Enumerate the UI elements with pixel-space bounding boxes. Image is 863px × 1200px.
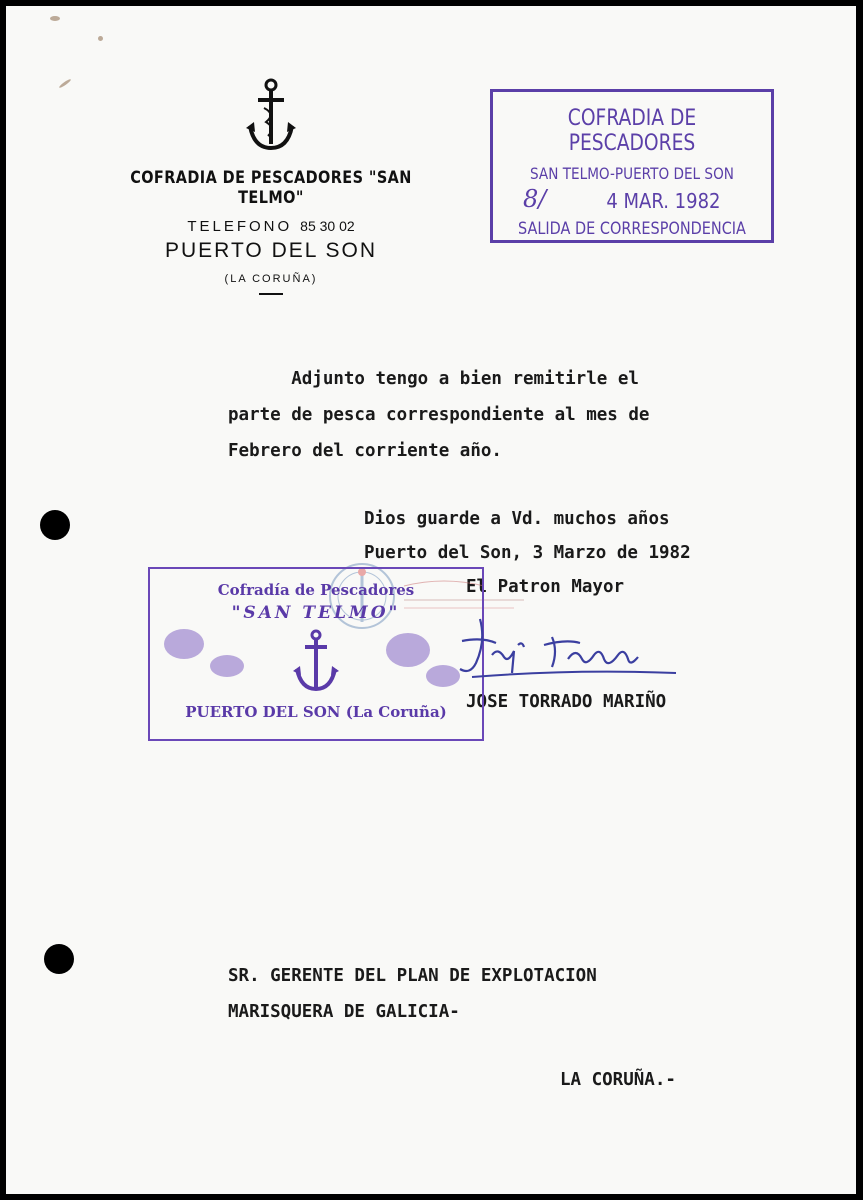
recipient-line-3: LA CORUÑA.- xyxy=(560,1070,676,1090)
document-page xyxy=(6,6,856,1194)
phone-number: 85 30 02 xyxy=(300,218,355,234)
paper-stain xyxy=(98,36,103,41)
seal-title: Cofradía de Pescadores xyxy=(217,581,415,599)
stamp-subtitle: SAN TELMO-PUERTO DEL SON xyxy=(530,164,734,183)
body-line-2: parte de pesca correspondiente al mes de xyxy=(228,405,650,425)
closing-line-3: El Patron Mayor xyxy=(466,577,625,597)
punch-hole-bottom xyxy=(44,944,74,974)
letterhead-place: PUERTO DEL SON xyxy=(165,239,377,262)
stamp-footer: SALIDA DE CORRESPONDENCIA xyxy=(518,219,746,239)
anchor-icon xyxy=(293,629,339,695)
body-line-1: Adjunto tengo a bien remitirle el xyxy=(228,369,639,389)
letterhead-phone xyxy=(76,218,466,235)
punch-hole-top xyxy=(40,510,70,540)
closing-line-1: Dios guarde a Vd. muchos años xyxy=(364,509,670,529)
seal-subtitle: "SAN TELMO" xyxy=(231,603,401,623)
paper-stain xyxy=(50,16,60,21)
recipient-line-2: MARISQUERA DE GALICIA- xyxy=(228,1002,460,1022)
closing-line-2: Puerto del Son, 3 Marzo de 1982 xyxy=(364,543,691,563)
stamp-speckle xyxy=(386,633,430,667)
letterhead xyxy=(76,78,466,295)
anchor-icon xyxy=(246,78,296,156)
body-line-3: Febrero del corriente año. xyxy=(228,441,502,461)
letterhead-rule xyxy=(259,293,283,295)
stamp-handwritten-number: 8/ xyxy=(523,185,547,213)
letterhead-name: COFRADIA DE PESCADORES "SAN TELMO" xyxy=(130,168,412,208)
paper-stain xyxy=(58,78,71,88)
cofradia-seal-stamp xyxy=(148,567,484,741)
phone-label: TELEFONO xyxy=(187,218,293,235)
stamp-title: COFRADIA DE PESCADORES xyxy=(567,106,697,156)
recipient-line-1: SR. GERENTE DEL PLAN DE EXPLOTACION xyxy=(228,966,597,986)
outgoing-mail-stamp xyxy=(490,89,774,243)
handwritten-signature xyxy=(452,611,682,691)
stamp-date: 4 MAR. 1982 xyxy=(605,189,721,213)
seal-footer: PUERTO DEL SON (La Coruña) xyxy=(185,703,447,721)
signer-name: JOSE TORRADO MARIÑO xyxy=(466,692,667,712)
letterhead-province: (LA CORUÑA) xyxy=(224,273,318,285)
stamp-speckle xyxy=(210,655,244,677)
stamp-date-row xyxy=(493,185,771,213)
stamp-speckle xyxy=(164,629,204,659)
